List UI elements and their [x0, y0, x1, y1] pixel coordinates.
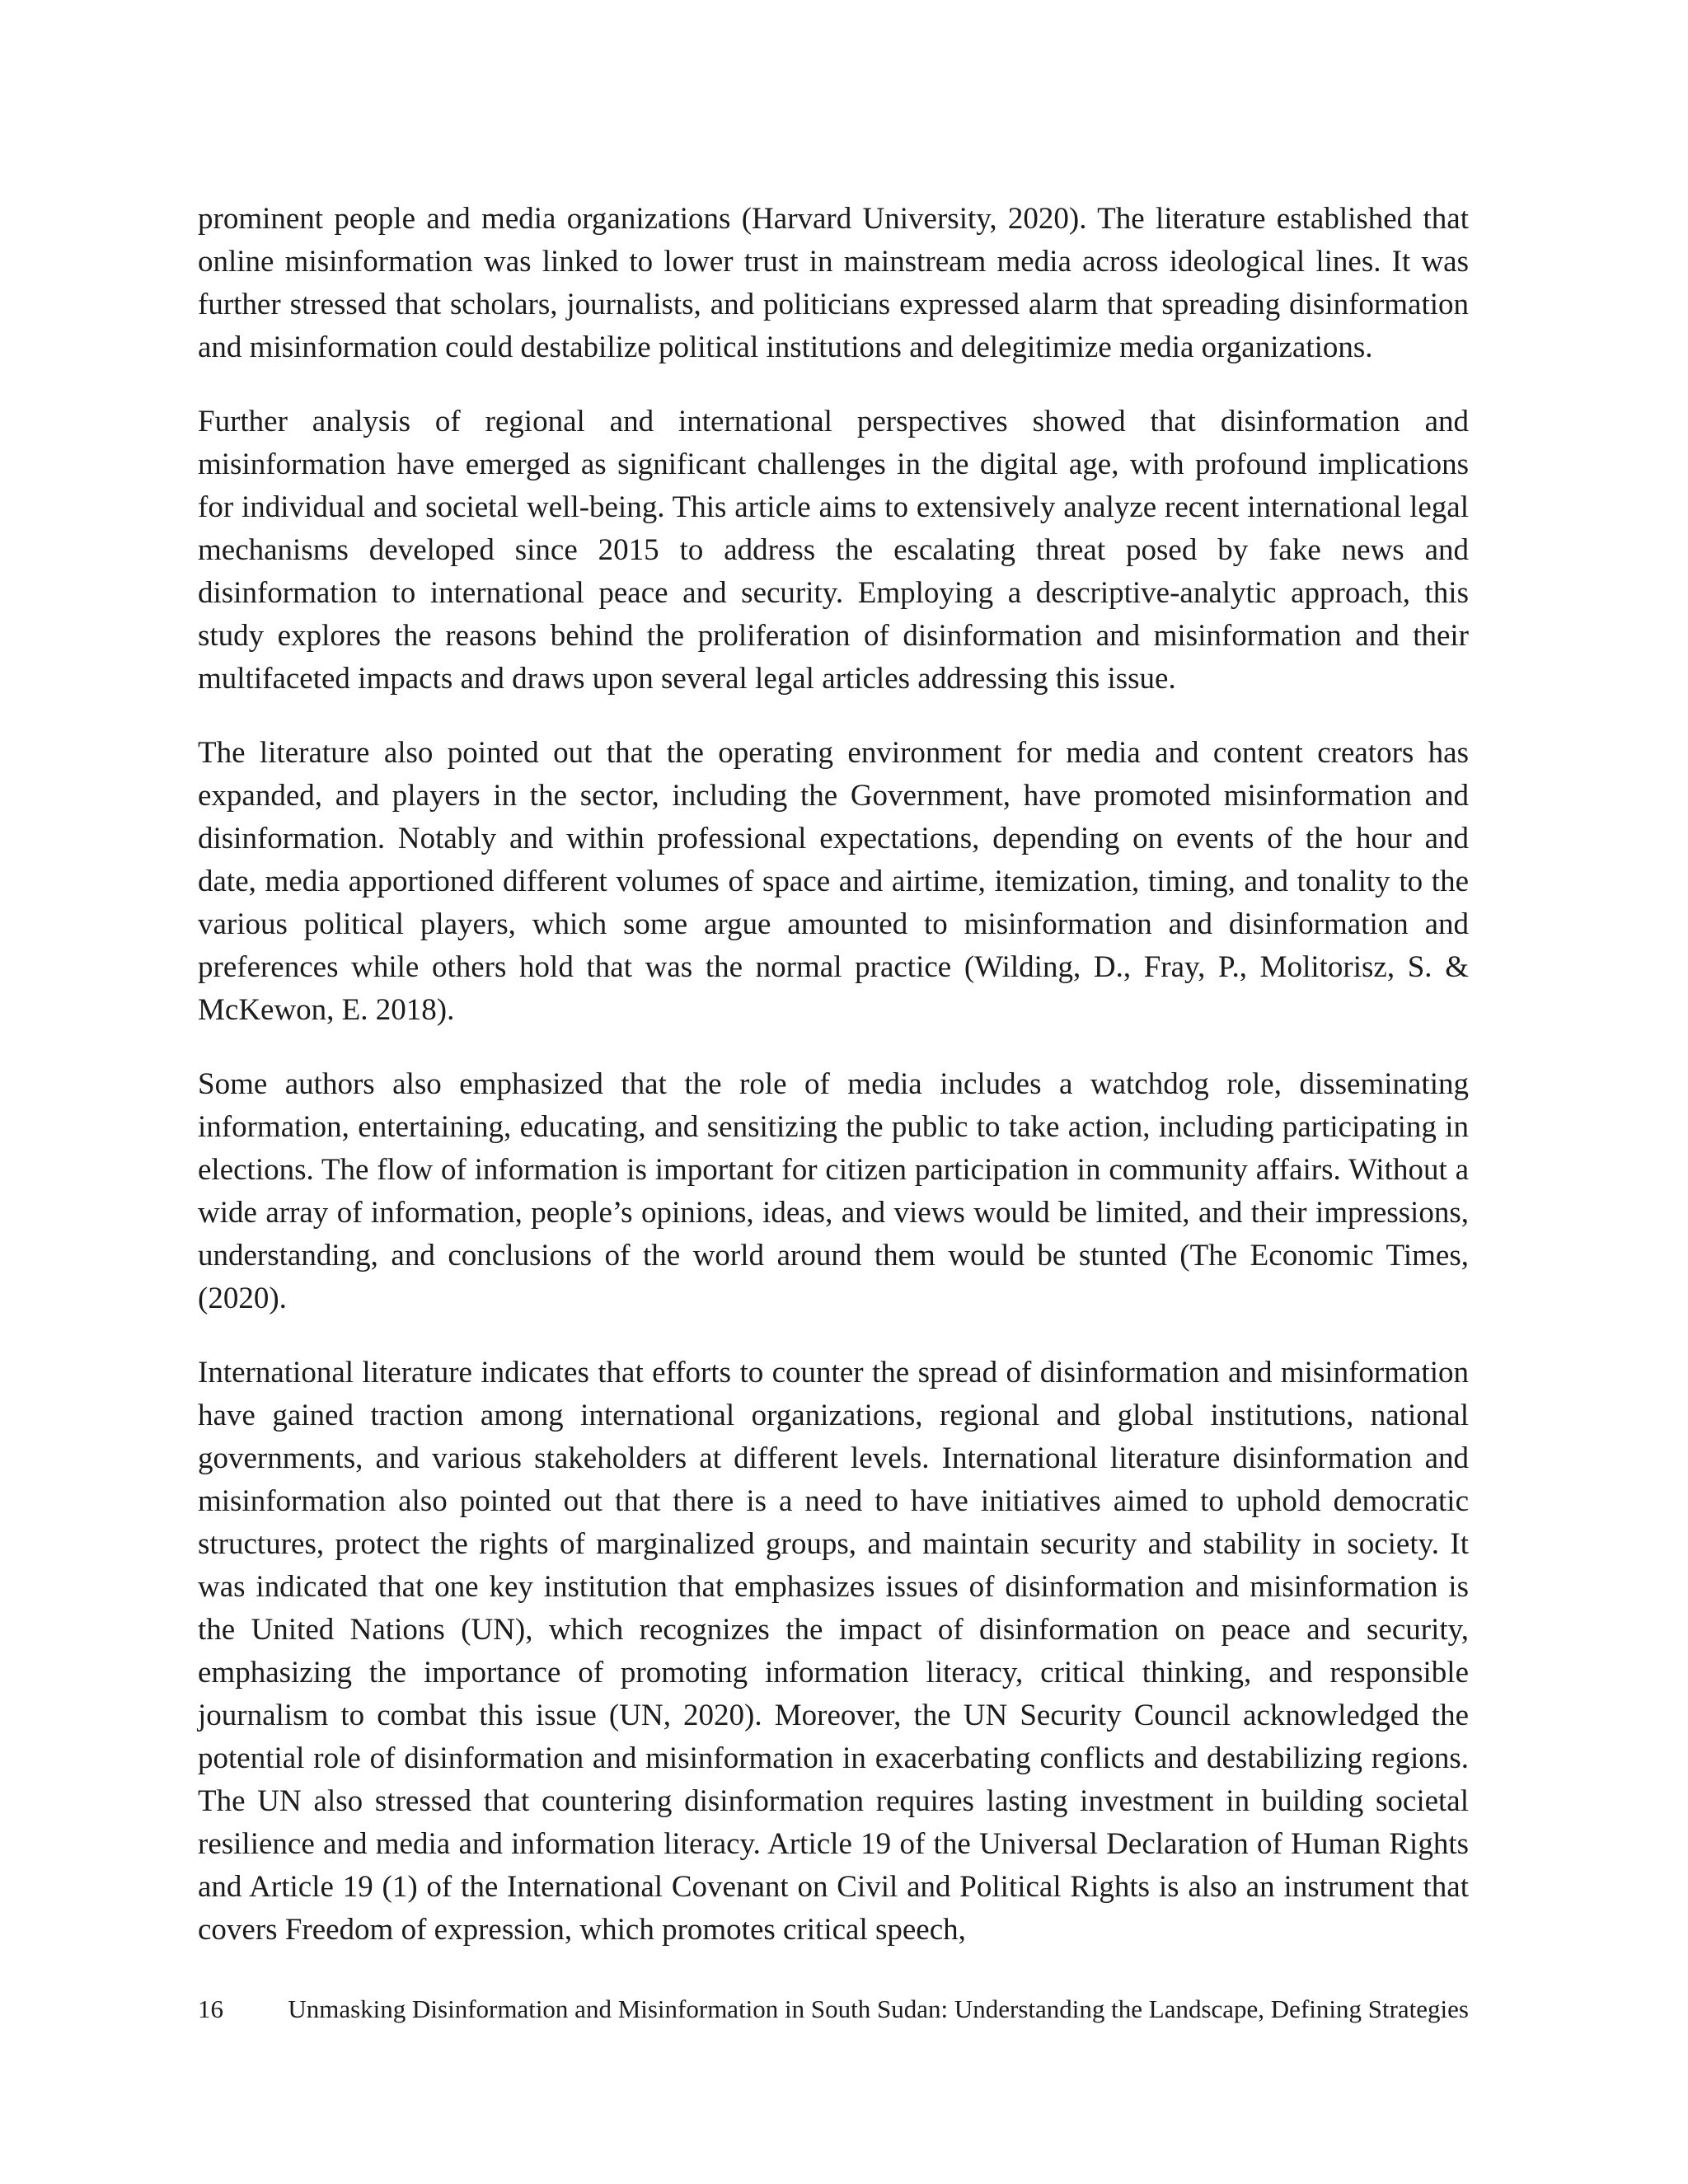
body-text	[198, 198, 1469, 1983]
paragraph-4: Some authors also emphasized that the role of media includes a watchdog role, disseminating information, entertaining, educating, and sensitizing the public to take action, including participating in elections. The flow of information is important for citizen participation in community affairs. Without a wide array of information, people’s opinions, ideas, and views would be limited, and their impressions, understanding, and conclusions of the world around them would be stunted (The Economic Times, (2020).	[198, 1067, 1469, 1315]
paragraph-1: prominent people and media organizations (Harvard University, 2020). The literature established that online misinformation was linked to lower trust in mainstream media across ideological lines. It was further stressed that scholars, journalists, and politicians expressed alarm that spreading disinformation and misinformation could destabilize political institutions and delegitimize media organizations.	[198, 202, 1469, 364]
page-number: 16	[198, 1994, 223, 2023]
paragraph-2: Further analysis of regional and international perspectives showed that disinformation and misinformation have emerged as significant challenges in the digital age, with profound implications for individual and societal well-being. This article aims to extensively analyze recent international legal mechanisms developed since 2015 to address the escalating threat posed by fake news and disinformation to international peace and security. Employing a descriptive-analytic approach, this study explores the reasons behind the proliferation of disinformation and misinformation and their multifaceted impacts and draws upon several legal articles addressing this issue.	[198, 405, 1469, 696]
paragraph-3: The literature also pointed out that the operating environment for media and content creators has expanded, and players in the sector, including the Government, have promoted misinformation and disinformation. Notably and within professional expectations, depending on events of the hour and date, media apportioned different volumes of space and airtime, itemization, timing, and tonality to the various political players, which some argue amounted to misinformation and disinformation and preferences while others hold that was the normal practice (Wilding, D., Fray, P., Molitorisz, S. & McKewon, E. 2018).	[198, 736, 1469, 1027]
running-title: Unmasking Disinformation and Misinformation in South Sudan: Understanding the Landscape, Defining Strategies	[288, 1994, 1469, 2023]
page-footer	[198, 1993, 1469, 2026]
paragraph-5: International literature indicates that efforts to counter the spread of disinformation and misinformation have gained traction among international organizations, regional and global institutions, national governments, and various stakeholders at different levels. International literature disinformation and misinformation also pointed out that there is a need to have initiatives aimed to uphold democratic structures, protect the rights of marginalized groups, and maintain security and stability in society. It was indicated that one key institution that emphasizes issues of disinformation and misinformation is the United Nations (UN), which recognizes the impact of disinformation on peace and security, emphasizing the importance of promoting information literacy, critical thinking, and responsible journalism to combat this issue (UN, 2020). Moreover, the UN Security Council acknowledged the potential role of disinformation and misinformation in exacerbating conflicts and destabilizing regions. The UN also stressed that countering disinformation requires lasting investment in building societal resilience and media and information literacy. Article 19 of the Universal Declaration of Human Rights and Article 19 (1) of the International Covenant on Civil and Political Rights is also an instrument that covers Freedom of expression, which promotes critical speech,	[198, 1356, 1469, 1947]
